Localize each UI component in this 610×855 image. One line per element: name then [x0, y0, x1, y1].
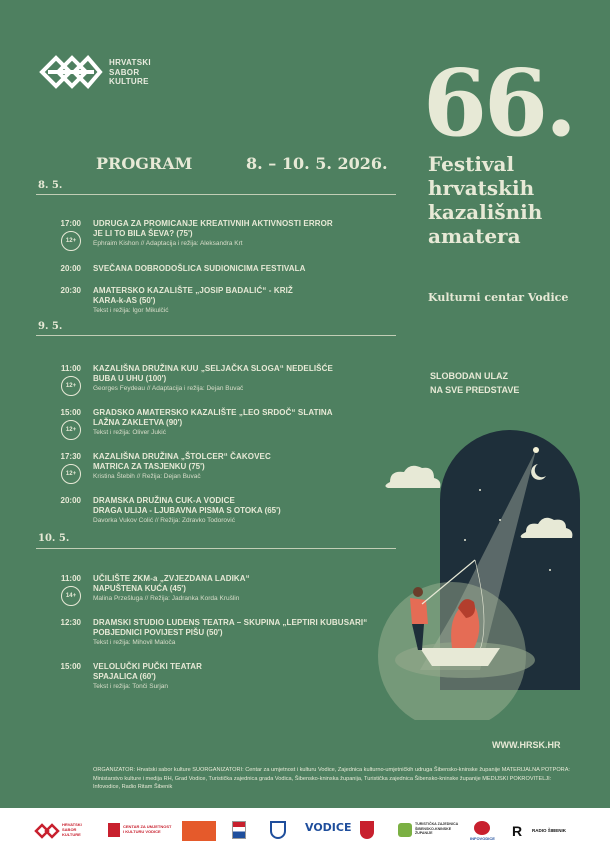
- event-ensemble: KAZALIŠNA DRUŽINA „ŠTOLCER“ ČAKOVEC: [93, 452, 271, 461]
- day-label: 9. 5.: [38, 321, 63, 332]
- event-credits: Tekst i režija: Oliver Jukić: [93, 429, 166, 436]
- event-credits: Tekst i režija: Tonči Surjan: [93, 683, 169, 690]
- event-time: 20:00: [60, 496, 81, 505]
- day-label: 8. 5.: [38, 180, 63, 191]
- lamp-icon: [533, 447, 539, 453]
- event-time: 20:00: [60, 264, 81, 273]
- event-time: 12:30: [60, 618, 81, 627]
- festival-title-line: kazališnih: [428, 200, 543, 224]
- sponsor-label: ŠIBENSKO-KNINSKE: [415, 826, 452, 831]
- sponsor-label: RADIO ŠIBENIK: [532, 828, 567, 833]
- festival-venue: Kulturni centar Vodice: [428, 291, 569, 304]
- festival-title-line: Festival: [428, 152, 515, 176]
- sponsor-vodice: [305, 821, 352, 841]
- star-icon: [479, 489, 481, 491]
- credits-text: ORGANIZATOR: Hrvatski sabor kulture SUORGANIZATORI: Centar za umjetnost i kulturu Vodice, Zajednica kulturno-umjetničkih udruga Šibensko-kninske županije MATERIJALNA POTPORA: Ministarstvo kulture i medija RH, Grad Vodice, Turistička zajednica grada Vodica, Šibensko-kninska županija, Turistička zajednica Šibensko-kninske županije MEDIJSKI POKROVITELJI: Infovodice, Radio Ritam Šibenik: [93, 767, 570, 790]
- age-badge: 12+: [61, 231, 81, 251]
- program-dates: 8. – 10. 5. 2026.: [246, 154, 388, 173]
- event-ensemble: KAZALIŠNA DRUŽINA KUU „SELJAČKA SLOGA“ NEDELIŠĆE: [93, 364, 333, 373]
- festival-number: 66.: [423, 49, 575, 157]
- event-time: 17:30: [60, 452, 81, 461]
- event-time: 11:00: [60, 364, 81, 373]
- free-entry-note: [430, 369, 519, 397]
- festival-title-line: hrvatskih: [428, 176, 535, 200]
- event-time: 11:00: [60, 574, 81, 583]
- tz-logo-icon: [398, 823, 412, 837]
- day-divider: [36, 548, 396, 549]
- free-entry-line: NA SVE PREDSTAVE: [430, 385, 520, 395]
- event-ensemble: SVEČANA DOBRODOŠLICA SUDIONICIMA FESTIVALA: [93, 264, 306, 273]
- day-divider: [36, 194, 396, 195]
- sponsor-label: SABOR: [62, 827, 77, 832]
- age-badge: 14+: [61, 586, 81, 606]
- sponsor-radio: [512, 821, 572, 841]
- hsk-logo-icon: [38, 52, 104, 92]
- event-credits: Ephraim Kishon // Adaptacija i režija: Aleksandra Krt: [93, 240, 243, 247]
- age-badge: 12+: [61, 376, 81, 396]
- star-icon: [499, 519, 501, 521]
- sponsor-label: I KULTURU VODICE: [123, 829, 161, 834]
- hsk-logo-text: [109, 58, 151, 87]
- event-ensemble: VELOLUČKI PUČKI TEATAR: [93, 662, 203, 671]
- theatre-illustration: [360, 420, 600, 720]
- star-icon: [464, 539, 466, 541]
- age-badge: 12+: [61, 420, 81, 440]
- event-ensemble: DRAMSKA DRUŽINA CUK-A VODICE: [93, 496, 235, 505]
- event-time: 15:00: [60, 408, 81, 417]
- sponsor-label: ŽUPANIJE: [415, 831, 433, 836]
- sponsor-label: TURISTIČKA ZAJEDNICA: [415, 822, 459, 826]
- sponsor-label: CENTAR ZA UMJETNOST: [123, 824, 172, 829]
- event-time: 17:00: [60, 219, 81, 228]
- man-head: [413, 587, 423, 597]
- event-play: LAŽNA ZAKLETVA (90'): [93, 418, 183, 427]
- website-link[interactable]: WWW.HRSK.HR: [492, 740, 561, 750]
- event-credits: Malina Przešluga // Režija: Jadranka Korda Krušlin: [93, 595, 240, 602]
- day-label: 10. 5.: [38, 533, 70, 544]
- event-play: KARA-k-AS (50'): [93, 296, 156, 305]
- event-credits: Tekst i režija: Igor Mikulčić: [93, 307, 169, 314]
- day-divider: [36, 335, 396, 336]
- event-play: SPAJALICA (60'): [93, 672, 156, 681]
- event-ensemble: GRADSKO AMATERSKO KAZALIŠTE „LEO SRDOČ“ SLATINA: [93, 408, 333, 417]
- event-ensemble: DRAMSKI STUDIO LUDENS TEATRA – SKUPINA „LEPTIRI KUBUSARI“: [93, 618, 368, 627]
- logo-line: SABOR: [109, 67, 140, 77]
- sponsor-shield: [270, 821, 288, 841]
- event-play: JE LI TO BILA ŠEVA? (75'): [93, 229, 193, 238]
- logo-line: KULTURE: [109, 77, 149, 86]
- sponsor-coat: [232, 821, 244, 841]
- festival-title-line: amatera: [428, 224, 521, 248]
- boat-icon: [420, 648, 500, 666]
- event-ensemble: UDRUGA ZA PROMICANJE KREATIVNIH AKTIVNOSTI ERROR: [93, 219, 333, 228]
- event-credits: Tekst i režija: Mihovil Maloča: [93, 639, 176, 646]
- event-play: POBJEDNICI POVIJEST PIŠU (50'): [93, 628, 223, 637]
- sponsor-centar: [108, 821, 172, 841]
- event-play: NAPUŠTENA KUĆA (45'): [93, 584, 186, 593]
- event-time: 20:30: [60, 286, 81, 295]
- centar-logo-icon: [108, 823, 120, 837]
- radio-logo-icon: R: [512, 823, 523, 839]
- sponsor-label: INFOVODICE: [470, 836, 495, 841]
- event-ensemble: UČILIŠTE ZKM-a „ZVJEZDANA LADIKA“: [93, 574, 250, 583]
- logo-line: HRVATSKI: [109, 58, 151, 67]
- sponsor-ministry: [182, 821, 216, 841]
- event-play: DRAGA ULIJA - LJUBAVNA PISMA S OTOKA (65'): [93, 506, 281, 515]
- sponsor-county: [360, 821, 376, 841]
- program-heading: PROGRAM: [96, 154, 193, 173]
- sponsor-label: KULTURE: [62, 832, 81, 837]
- event-credits: Kristina Štebih // Režija: Dejan Buvač: [93, 473, 201, 480]
- free-entry-line: SLOBODAN ULAZ: [430, 371, 508, 381]
- sponsor-tz: [398, 821, 460, 841]
- sponsor-infovodice: [470, 821, 496, 841]
- star-icon: [549, 569, 551, 571]
- event-ensemble: AMATERSKO KAZALIŠTE „JOSIP BADALIĆ“ - KRIŽ: [93, 286, 293, 295]
- event-play: BUBA U UHU (100'): [93, 374, 167, 383]
- age-badge: 12+: [61, 464, 81, 484]
- hsk-logo-icon: [34, 821, 60, 841]
- event-credits: Davorka Vukov Colić // Režija: Zdravko Todorović: [93, 517, 235, 524]
- event-play: MATRICA ZA TASJENKU (75'): [93, 462, 205, 471]
- event-time: 15:00: [60, 662, 81, 671]
- sponsor-hsk: [34, 821, 100, 841]
- festival-title: [428, 152, 542, 248]
- event-credits: Georges Feydeau // Adaptacija i režija: Dejan Buvač: [93, 385, 244, 392]
- sponsor-label: VODICE: [305, 821, 352, 834]
- sponsor-footer: [0, 808, 610, 855]
- sponsor-label: HRVATSKI: [62, 822, 82, 827]
- cloud-icon: [385, 466, 440, 488]
